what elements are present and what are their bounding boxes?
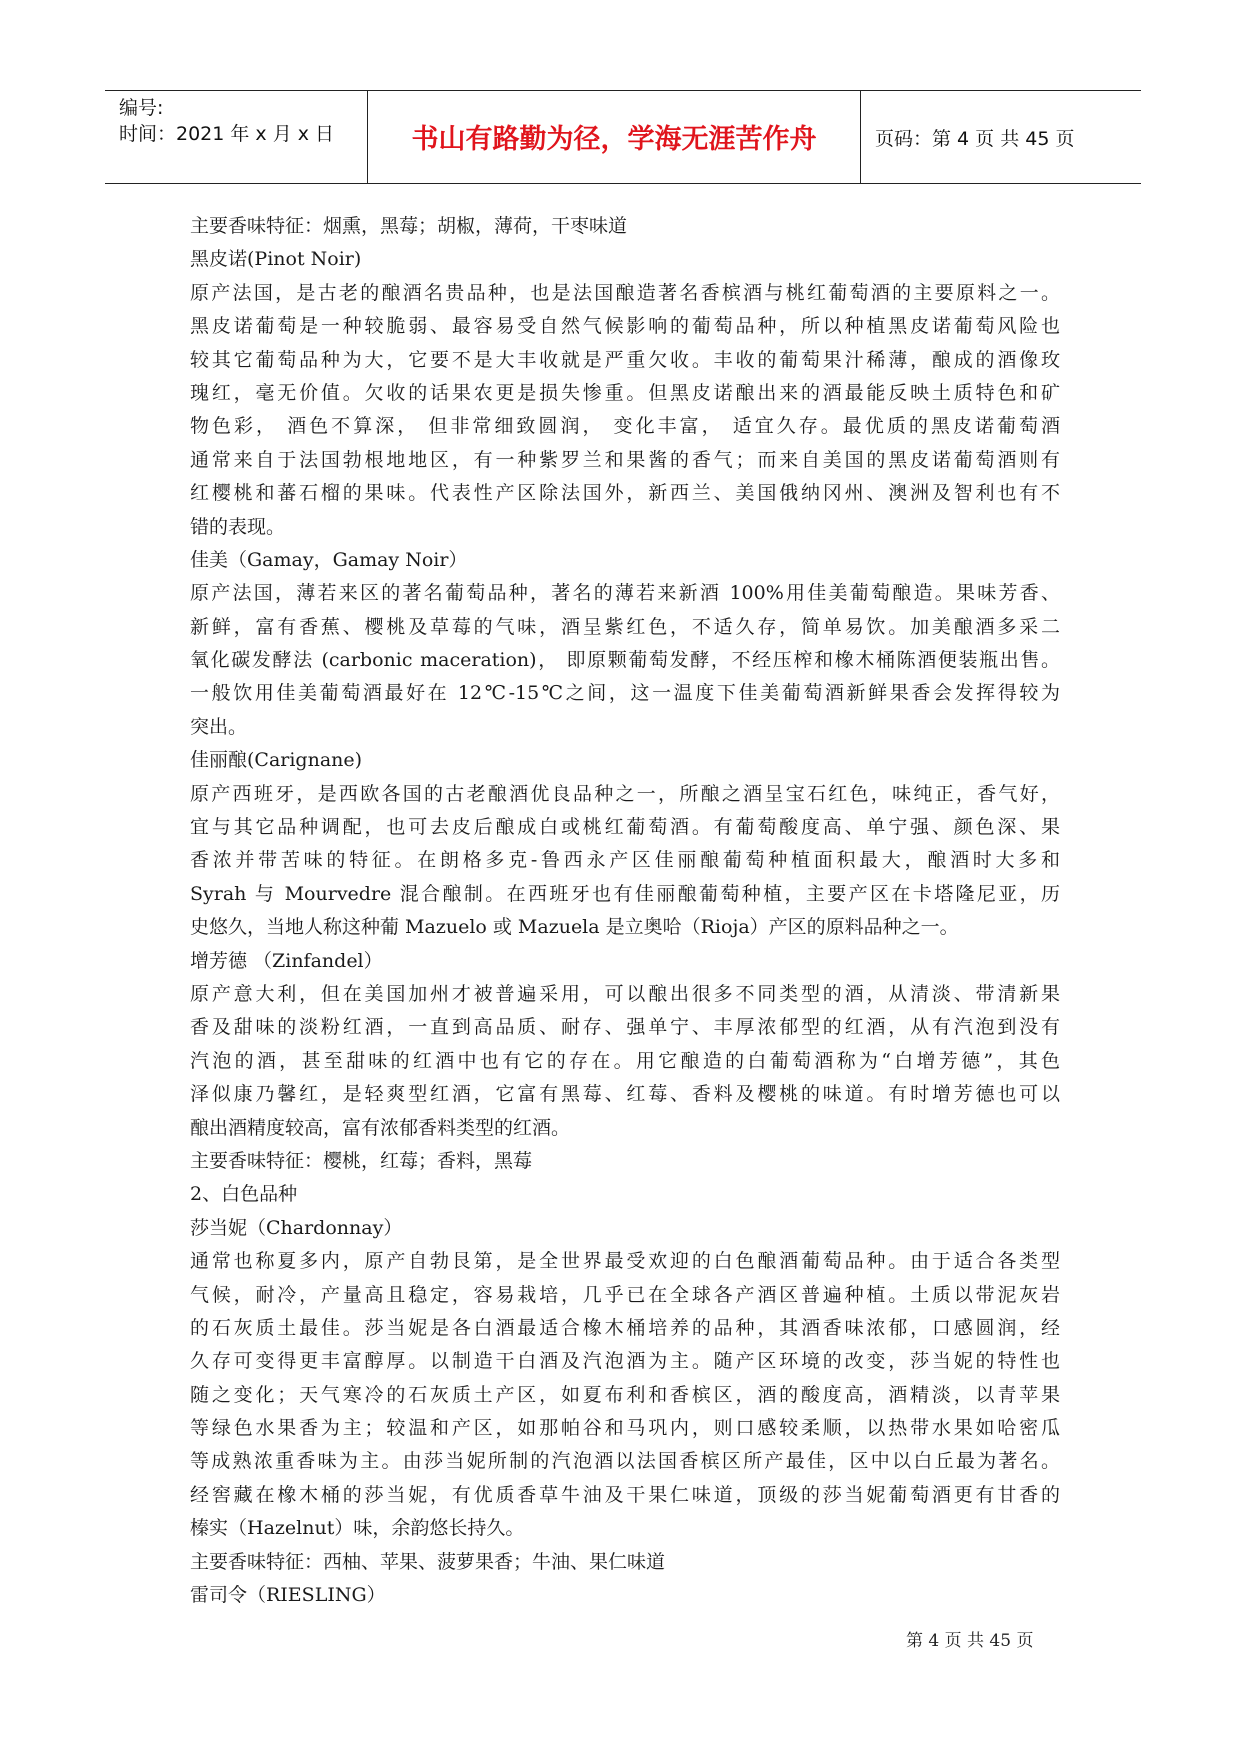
text-line: 原产西班牙，是西欧各国的古老酿酒优良品种之一，所酿之酒呈宝石红色，味纯正，香气好，	[190, 782, 1060, 805]
text-line: 黑皮诺(Pinot Noir)	[190, 248, 362, 271]
text-line: 酿出酒精度较高，富有浓郁香料类型的红酒。	[190, 1116, 571, 1139]
text-line: 经窖藏在橡木桶的莎当妮，有优质香草牛油及干果仁味道，顶级的莎当妮葡萄酒更有甘香的	[190, 1483, 1060, 1506]
page-footer: 第 4 页 共 45 页	[906, 1631, 1034, 1651]
text-line: 史悠久，当地人称这种葡 Mazuelo 或 Mazuela 是立奥哈（Rioja）产区的原料品种之一。	[190, 916, 959, 939]
text-line: 原产意大利，但在美国加州才被普遍采用，可以酿出很多不同类型的酒，从清淡、带清新果	[190, 982, 1060, 1005]
text-line: 等绿色水果香为主；较温和产区，如那帕谷和马巩内，则口感较柔顺，以热带水果如哈密瓜	[190, 1417, 1060, 1440]
text-line: 的石灰质土最佳。莎当妮是各白酒最适合橡木桶培养的品种，其酒香味浓郁，口感圆润，经	[190, 1316, 1060, 1339]
text-line: 佳丽酿(Carignane)	[190, 749, 363, 772]
text-line: 香浓并带苦味的特征。在朗格多克-鲁西永产区佳丽酿葡萄种植面积最大，酿酒时大多和	[190, 849, 1060, 872]
text-line: 随之变化；天气寒冷的石灰质土产区，如夏布利和香槟区，酒的酸度高，酒精淡，以青苹果	[190, 1383, 1060, 1406]
text-line: 红樱桃和蕃石榴的果味。代表性产区除法国外，新西兰、美国俄纳冈州、澳洲及智利也有不	[190, 482, 1060, 505]
text-line: 突出。	[190, 715, 248, 738]
text-line: 较其它葡萄品种为大，它要不是大丰收就是严重欠收。丰收的葡萄果汁稀薄，酿成的酒像玫	[190, 348, 1060, 371]
text-line: 主要香味特征：西柚、苹果、菠萝果香；牛油、果仁味道	[190, 1550, 666, 1573]
text-line: 久存可变得更丰富醇厚。以制造干白酒及汽泡酒为主。随产区环境的改变，莎当妮的特性也	[190, 1350, 1060, 1373]
text-line: 佳美（Gamay，Gamay Noir）	[190, 548, 468, 571]
text-line: 2、白色品种	[190, 1183, 298, 1206]
text-line: 原产法国，薄若来区的著名葡萄品种，著名的薄若来新酒 100%用佳美葡萄酿造。果味芳香、	[190, 582, 1060, 605]
text-line: 主要香味特征：烟熏，黑莓；胡椒，薄荷，干枣味道	[190, 215, 628, 237]
text-line: 香及甜味的淡粉红酒，一直到高品质、耐存、强单宁、丰厚浓郁型的红酒，从有汽泡到没有	[190, 1016, 1060, 1039]
header-right-cell	[861, 91, 1141, 183]
text-line: 物色彩， 酒色不算深， 但非常细致圆润， 变化丰富， 适宜久存。最优质的黑皮诺葡萄酒	[190, 415, 1060, 438]
text-line: 通常来自于法国勃根地地区，有一种紫罗兰和果酱的香气；而来自美国的黑皮诺葡萄酒则有	[190, 448, 1060, 471]
text-line: 主要香味特征：樱桃，红莓；香料，黑莓	[190, 1149, 533, 1172]
text-line: 瑰红，毫无价值。欠收的话果农更是损失惨重。但黑皮诺酿出来的酒最能反映土质特色和矿	[190, 381, 1060, 404]
text-line: 汽泡的酒，甚至甜味的红酒中也有它的存在。用它酿造的白葡萄酒称为“白增芳德”，其色	[190, 1049, 1060, 1072]
text-line: 原产法国，是古老的酿酒名贵品种，也是法国酿造著名香槟酒与桃红葡萄酒的主要原料之一。	[190, 281, 1060, 304]
text-line: 宜与其它品种调配，也可去皮后酿成白或桃红葡萄酒。有葡萄酸度高、单宁强、颜色深、果	[190, 816, 1060, 839]
document-time-label: 时间：2021 年 x 月 x 日	[119, 123, 335, 145]
header-middle-cell	[368, 91, 861, 183]
text-line: 错的表现。	[190, 515, 286, 538]
text-line: 黑皮诺葡萄是一种较脆弱、最容易受自然气候影响的葡萄品种，所以种植黑皮诺葡萄风险也	[190, 315, 1060, 338]
text-line: 通常也称夏多内，原产自勃艮第，是全世界最受欢迎的白色酿酒葡萄品种。由于适合各类型	[190, 1250, 1060, 1273]
text-line: 氧化碳发酵法 (carbonic maceration)， 即原颗葡萄发酵，不经压榨和橡木桶陈酒便装瓶出售。	[190, 649, 1060, 672]
document-body	[190, 210, 1060, 1612]
text-line: 莎当妮（Chardonnay）	[190, 1216, 403, 1239]
text-line: 等成熟浓重香味为主。由莎当妮所制的汽泡酒以法国香槟区所产最佳，区中以白丘最为著名。	[190, 1450, 1060, 1473]
text-line: 气候，耐冷，产量高且稳定，容易栽培，几乎已在全球各产酒区普遍种植。土质以带泥灰岩	[190, 1283, 1060, 1306]
text-line: 增芳德 （Zinfandel）	[190, 949, 383, 972]
header-left-cell	[105, 91, 368, 183]
text-line: 榛实（Hazelnut）味，余韵悠长持久。	[190, 1517, 525, 1540]
text-line: 新鲜，富有香蕉、樱桃及草莓的气味，酒呈紫红色，不适久存，简单易饮。加美酿酒多采二	[190, 615, 1060, 638]
page-header	[105, 90, 1141, 184]
header-motto: 书山有路勤为径，学海无涯苦作舟	[411, 124, 817, 155]
text-line: 泽似康乃馨红，是轻爽型红酒，它富有黑莓、红莓、香料及樱桃的味道。有时增芳德也可以	[190, 1083, 1060, 1106]
document-number-label: 编号:	[119, 97, 164, 119]
header-page-code: 页码：第 4 页 共 45 页	[875, 128, 1075, 150]
text-line: 一般饮用佳美葡萄酒最好在 12℃-15℃之间，这一温度下佳美葡萄酒新鲜果香会发挥得较为	[190, 682, 1060, 705]
text-line: 雷司令（RIESLING）	[190, 1584, 386, 1607]
text-line: Syrah 与 Mourvedre 混合酿制。在西班牙也有佳丽酿葡萄种植，主要产区在卡塔隆尼亚，历	[190, 882, 1060, 905]
